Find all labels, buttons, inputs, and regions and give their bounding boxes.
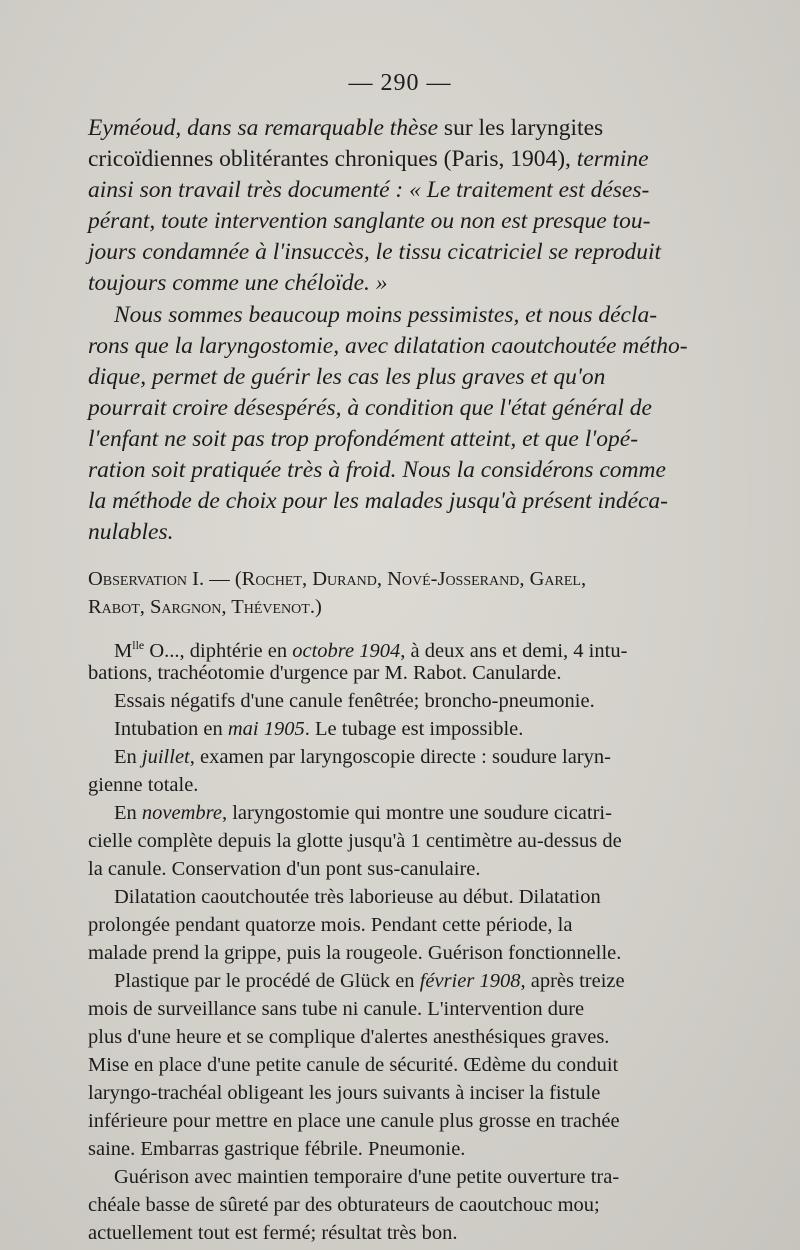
- text-line: la méthode de choix pour les malades jusqu'à présent indéca-: [88, 488, 669, 514]
- text-line: chéale basse de sûreté par des obturateurs de caoutchouc mou;: [88, 1194, 600, 1216]
- text-line: nulables.: [88, 519, 174, 545]
- text-line: toujours comme une chéloïde. »: [88, 270, 388, 296]
- text-line: jours condamnée à l'insuccès, le tissu cicatriciel se reproduit: [88, 239, 662, 265]
- text-line: cricoïdiennes oblitérantes chroniques (Paris, 1904), termine: [88, 146, 649, 172]
- observation-heading: Observation I. — (Rochet, Durand, Nové-Josserand, Garel,: [88, 568, 587, 590]
- text-line: Eyméoud, dans sa remarquable thèse sur les laryngites: [88, 115, 604, 141]
- text-line: Intubation en mai 1905. Le tubage est impossible.: [114, 718, 524, 740]
- text-line: Dilatation caoutchoutée très laborieuse au début. Dilatation: [114, 886, 601, 908]
- intro-paragraph: [88, 113, 728, 299]
- text-line: Essais négatifs d'une canule fenêtrée; broncho-pneumonie.: [114, 690, 595, 712]
- text-line: pourrait croire désespérés, à condition que l'état général de: [88, 395, 652, 421]
- text-line: pérant, toute intervention sanglante ou non est presque tou-: [88, 208, 651, 234]
- text-line: plus d'une heure et se complique d'alertes anesthésiques graves.: [88, 1026, 610, 1048]
- text-line: inférieure pour mettre en place une canule plus grosse en trachée: [88, 1110, 620, 1132]
- text-line: prolongée pendant quatorze mois. Pendant cette période, la: [88, 914, 573, 936]
- text-line: $M^{lle}$ O..., diphtérie en octobre 1904, à deux ans et demi, 4 intu-: [114, 638, 628, 662]
- text-line: Plastique par le procédé de Glück en février 1908, après treize: [114, 970, 625, 992]
- text-line: ainsi son travail très documenté : « Le traitement est déses-: [88, 177, 650, 203]
- text-line: dique, permet de guérir les cas les plus graves et qu'on: [88, 364, 606, 390]
- text-line: Nous sommes beaucoup moins pessimistes, et nous décla-: [114, 302, 658, 328]
- text-line: bations, trachéotomie d'urgence par M. Rabot. Canularde.: [88, 662, 562, 684]
- observation-heading: Rabot, Sargnon, Thévenot.): [88, 596, 322, 618]
- text-line: rons que la laryngostomie, avec dilatation caoutchoutée métho-: [88, 333, 688, 359]
- text-line: la canule. Conservation d'un pont sus-canulaire.: [88, 858, 481, 880]
- text-line: Guérison avec maintien temporaire d'une petite ouverture tra-: [114, 1166, 620, 1188]
- text-line: ration soit pratiquée très à froid. Nous la considérons comme: [88, 457, 666, 483]
- text-line: En novembre, laryngostomie qui montre une soudure cicatri-: [114, 802, 612, 824]
- text-line: mois de surveillance sans tube ni canule. L'intervention dure: [88, 998, 585, 1020]
- text-line: actuellement tout est fermé; résultat très bon.: [88, 1222, 458, 1244]
- text-line: Mise en place d'une petite canule de sécurité. Œdème du conduit: [88, 1054, 619, 1076]
- text-line: malade prend la grippe, puis la rougeole. Guérison fonctionnelle.: [88, 942, 622, 964]
- conclusion-paragraph: [88, 300, 728, 548]
- page-number: — 290 —: [348, 70, 452, 96]
- text-line: cielle complète depuis la glotte jusqu'à 1 centimètre au-dessus de: [88, 830, 622, 852]
- text-line: l'enfant ne soit pas trop profondément atteint, et que l'opé-: [88, 426, 639, 452]
- text-line: gienne totale.: [88, 774, 199, 796]
- text-line: laryngo-trachéal obligeant les jours suivants à inciser la fistule: [88, 1082, 601, 1104]
- observation-section: [88, 565, 728, 1247]
- text-line: En juillet, examen par laryngoscopie directe : soudure laryn-: [114, 746, 611, 768]
- text-line: saine. Embarras gastrique fébrile. Pneumonie.: [88, 1138, 466, 1160]
